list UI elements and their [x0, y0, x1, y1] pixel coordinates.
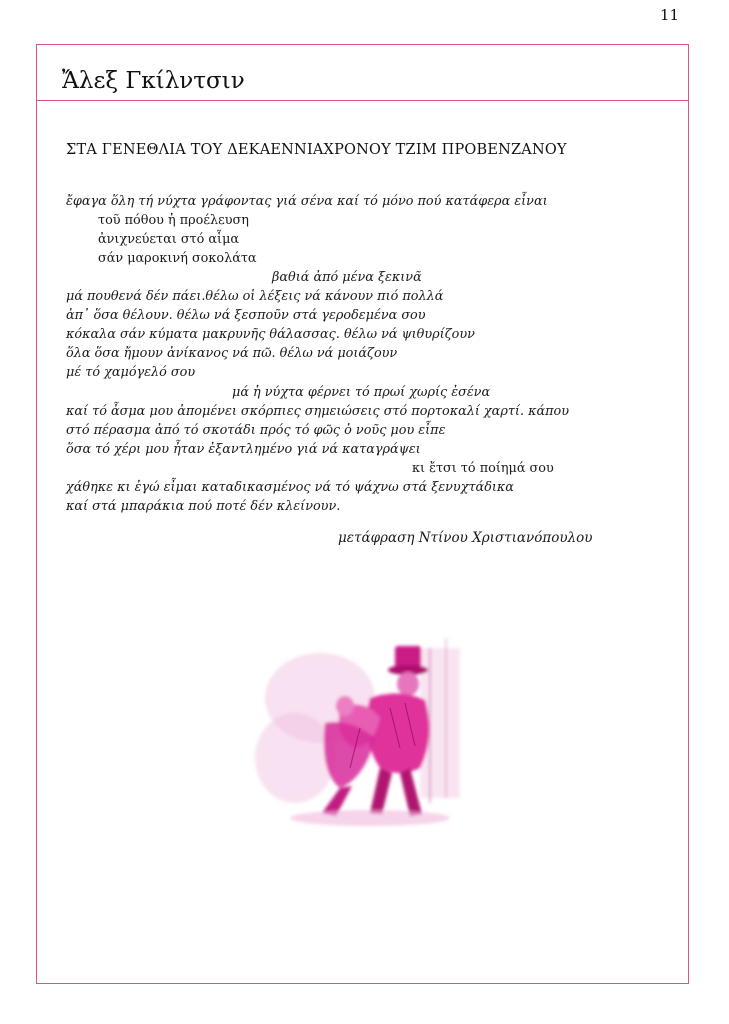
illustration-figure-image: [250, 628, 470, 828]
poem-title: ΣΤΑ ΓΕΝΕΘΛΙΑ ΤΟΥ ΔΕΚΑΕΝΝΙΑΧΡΟΝΟΥ ΤΖΙΜ ΠΡΟΒΕΝΖΑΝΟΥ: [66, 142, 567, 158]
poem-line: καί στά μπαράκια πού ποτέ δέν κλείνουν.: [66, 499, 341, 514]
author-name: Ἄλεξ Γκίλντσιν: [62, 68, 245, 94]
poem-line: κόκαλα σάν κύματα μακρυνῆς θάλασσας. θέλω νά ψιθυρίζουν: [66, 327, 475, 342]
poem-line: μά πουθενά δέν πάει.θέλω οἱ λέξεις νά κάνουν πιό πολλά: [66, 289, 444, 304]
poem-line: ἔφαγα ὅλη τή νύχτα γράφοντας γιά σένα καί τό μόνο πού κατάφερα εἶναι: [66, 194, 548, 209]
poem-line: τοῦ πόθου ἡ προέλευση: [98, 213, 249, 228]
poem-line: ἀπ᾽ ὅσα θέλουν. θέλω νά ξεσποῦν στά γεροδεμένα σου: [66, 308, 426, 323]
page-number: 11: [660, 6, 680, 24]
poem-line: ἀνιχνεύεται στό αἷμα: [98, 232, 240, 247]
poem-line: στό πέρασμα ἀπό τό σκοτάδι πρός τό φῶς ὁ νοῦς μου εἶπε: [66, 423, 446, 438]
poem-line: σάν μαροκινή σοκολάτα: [98, 251, 257, 266]
poem-line: κι ἔτσι τό ποίημά σου: [412, 461, 554, 476]
header-rule: [36, 100, 689, 101]
translation-credit: μετάφραση Ντίνου Χριστιανόπουλου: [338, 530, 593, 546]
poem-line: ὅσα τό χέρι μου ἦταν ἐξαντλημένο γιά νά καταγράψει: [66, 442, 421, 457]
poem-line: χάθηκε κι ἐγώ εἶμαι καταδικασμένος νά τό ψάχνω στά ξενυχτάδικα: [66, 480, 514, 495]
poem-line: μά ἡ νύχτα φέρνει τό πρωί χωρίς ἐσένα: [232, 385, 491, 400]
poem-line: καί τό ἆσμα μου ἀπομένει σκόρπιες σημειώσεις στό πορτοκαλί χαρτί. κάπου: [66, 404, 570, 419]
poem-line: ὅλα ὅσα ἤμουν ἀνίκανος νά πῶ. θέλω νά μοιάζουν: [66, 346, 398, 361]
poem-line: μέ τό χαμόγελό σου: [66, 365, 196, 380]
poem-line: βαθιά ἀπό μένα ξεκινᾶ: [272, 270, 422, 285]
